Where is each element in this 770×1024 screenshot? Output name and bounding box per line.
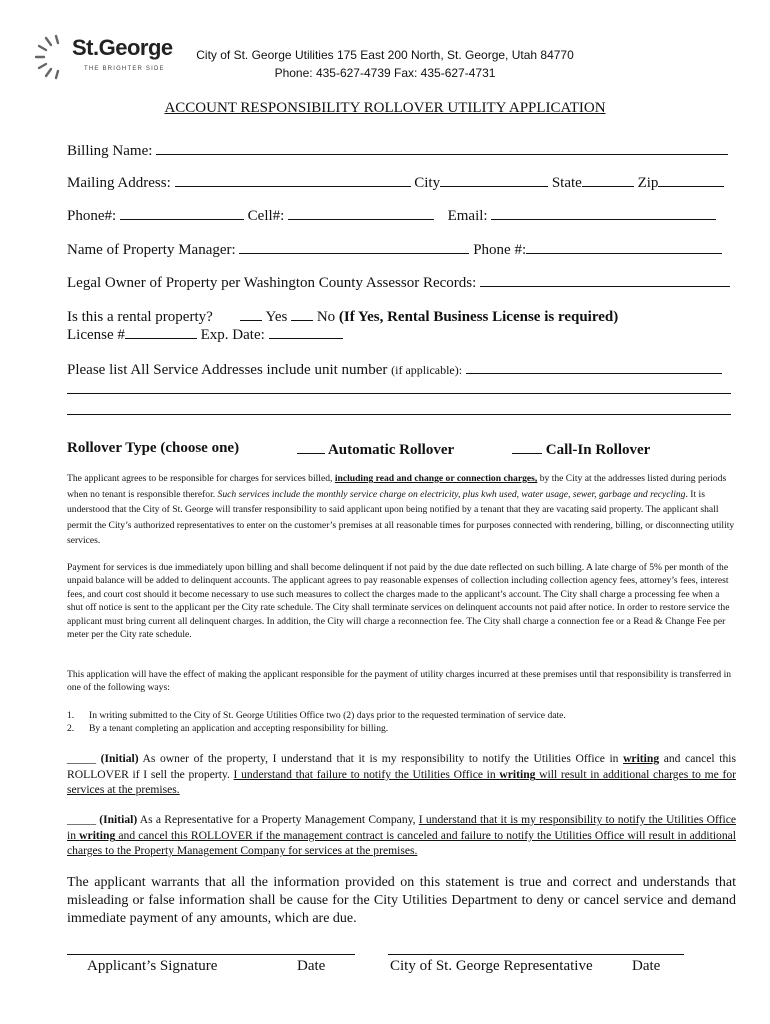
if-applicable-label: (if applicable): [391, 363, 463, 377]
initial2-writing: writing [79, 828, 116, 842]
license-field[interactable] [125, 325, 197, 339]
rollover-label: Rollover Type (choose one) [67, 440, 240, 456]
license-row [67, 325, 343, 344]
legal-owner-field[interactable] [480, 273, 730, 287]
email-label: Email: [447, 208, 488, 224]
manager-phone-field[interactable] [526, 240, 722, 254]
initial1-text-b: and cancel this ROLLOVER if I sell the property. [67, 752, 736, 781]
representative-label: City of St. George Representative [390, 958, 593, 974]
p1-text-e: . It is understood that the City of St. George will transfer responsibility to said applicant upon being notified by a tenant that they are vacating said property. The applicant shall permit the City’s authorized representatives to enter on the customer’s premises at all reasonable times for purposes connected with rendering, billing, or disconnecting utility services. [67, 488, 735, 547]
mailing-address-label: Mailing Address: [67, 175, 171, 191]
transfer-list [67, 709, 736, 736]
mailing-address-row [67, 173, 724, 192]
page-title: ACCOUNT RESPONSIBILITY ROLLOVER UTILITY APPLICATION [164, 100, 606, 116]
state-label: State [551, 175, 582, 191]
header-address: City of St. George Utilities 175 East 200 North, St. George, Utah 84770 [196, 48, 574, 62]
exp-date-field[interactable] [269, 325, 343, 339]
legal-owner-row [67, 273, 730, 292]
billing-name-row [67, 141, 728, 160]
property-manager-label: Name of Property Manager: [67, 242, 236, 258]
logo-name: St.George [72, 35, 173, 60]
list-item-text: In writing submitted to the City of St. George Utilities Office two (2) days prior to the requested termination of service date. [89, 710, 566, 721]
applicant-signature-label: Applicant’s Signature [87, 958, 218, 974]
phone-field[interactable] [120, 206, 244, 220]
state-field[interactable] [582, 173, 634, 187]
responsibility-paragraph [67, 471, 736, 549]
p1-text-c: by the City at the addresses listed during periods when no tenant is responsible therefor. [67, 473, 727, 500]
payment-paragraph: Payment for services is due immediately upon billing and shall become delinquent if not paid by the due date reflected on such billing. A late charge of 5% per month of the unpaid balance will be added to delinquent accounts. The applicant agrees to pay reasonable expenses of collection including collection agency fees, attorney’s fees, interest fees, and court cost should it become necessary to use such measures to collect the charges made to the applicant’s account. The City shall charge a processing fee when a shut off notice is sent to the applicant per the City rate schedule. The City shall terminate services on delinquent accounts not paid after notice. In order to restore service the applicant must bring current all delinquent charges. In addition, the City will charge a reconnection fee. The City shall charge a connection fee or a Read & Change Fee per meter per the City rate schedule. [67, 562, 730, 641]
p1-text-a: The applicant agrees to be responsible for charges for services billed, [67, 473, 335, 484]
rental-yes-blank[interactable] [240, 307, 262, 321]
list-item-number: 2. [67, 723, 75, 735]
initial1-text-c: I understand that failure to notify the Utilities Office in [233, 767, 500, 781]
callin-rollover-blank[interactable] [512, 440, 542, 454]
automatic-rollover-blank[interactable] [297, 440, 325, 454]
rental-question: Is this a rental property? [67, 309, 213, 325]
service-address-field-3[interactable] [67, 414, 731, 415]
cell-field[interactable] [288, 206, 434, 220]
manager-phone-label: Phone #: [473, 242, 527, 258]
email-field[interactable] [491, 206, 716, 220]
billing-name-label: Billing Name: [67, 143, 153, 159]
rental-row [67, 307, 618, 326]
owner-initial-paragraph [67, 751, 736, 798]
manager-initial-blank[interactable]: _____ [67, 813, 96, 826]
representative-date-label: Date [632, 958, 661, 974]
initial1-text-d: will result in additional charges to me for services at the premises. [67, 767, 736, 797]
initial1-writing: writing [623, 752, 660, 765]
phone-label: Phone#: [67, 208, 117, 224]
service-address-field-1[interactable] [466, 360, 722, 374]
applicant-signature-line[interactable] [67, 954, 355, 955]
sunburst-icon [34, 30, 72, 86]
initial1-text-a: As owner of the property, I understand that it is my responsibility to notify the Utilities Office in [138, 752, 624, 765]
cell-label: Cell#: [247, 208, 285, 224]
mailing-address-field[interactable] [175, 173, 411, 187]
owner-initial-blank[interactable]: _____ [67, 752, 96, 765]
logo-tagline: THE BRIGHTER SIDE [84, 66, 165, 72]
automatic-rollover-label: Automatic Rollover [327, 442, 455, 458]
warranty-paragraph: The applicant warrants that all the information provided on this statement is true and correct and understands that misleading or false information shall be cause for the City Utilities Department to deny or cancel service and demand immediate payment of any amounts, which are due. [67, 875, 736, 926]
initial2-text-a: As a Representative for a Property Management Company, [137, 813, 419, 826]
exp-date-label: Exp. Date: [200, 327, 265, 343]
city-field[interactable] [440, 173, 548, 187]
callin-rollover-label: Call-In Rollover [545, 442, 651, 458]
manager-initial-paragraph [67, 812, 736, 859]
billing-name-field[interactable] [156, 141, 728, 155]
list-item [67, 722, 736, 735]
property-manager-field[interactable] [239, 240, 469, 254]
owner-initial-label: (Initial) [100, 752, 139, 765]
legal-owner-label: Legal Owner of Property per Washington County Assessor Records: [67, 275, 477, 291]
rental-yes-label: Yes [265, 309, 288, 325]
list-item [67, 709, 736, 722]
zip-field[interactable] [658, 173, 724, 187]
representative-signature-line[interactable] [388, 954, 684, 955]
automatic-rollover-option[interactable] [297, 440, 454, 459]
contact-row [67, 206, 716, 225]
callin-rollover-option[interactable] [512, 440, 650, 459]
zip-label: Zip [637, 175, 659, 191]
list-item-text: By a tenant completing an application and accepting responsibility for billing. [89, 723, 389, 735]
rental-note: (If Yes, Rental Business License is required) [338, 309, 619, 325]
service-addresses-label: Please list All Service Addresses include unit number [67, 362, 388, 378]
rental-no-blank[interactable] [291, 307, 313, 321]
property-manager-row [67, 240, 722, 259]
p1-text-b: including read and change or connection charges, [334, 473, 538, 484]
rental-no-label: No [316, 309, 336, 325]
service-addresses-row [67, 360, 722, 379]
initial1-writing2: writing [499, 767, 536, 781]
p1-text-d: Such services include the monthly service charge on electricity, plus kwh used, water usage, sewer, garbage and recycling [217, 488, 686, 500]
effect-paragraph: This application will have the effect of making the applicant responsible for the payment of utility charges incurred at these premises until that responsibility is transferred in one of the following ways: [67, 669, 732, 694]
header-phone: Phone: 435-627-4739 Fax: 435-627-4731 [274, 66, 496, 80]
city-logo [34, 30, 174, 86]
city-label: City [414, 175, 441, 191]
license-label: License # [67, 327, 125, 343]
applicant-date-label: Date [297, 958, 326, 974]
list-item-number: 1. [67, 710, 75, 721]
manager-initial-label: (Initial) [99, 813, 138, 826]
service-address-field-2[interactable] [67, 393, 731, 394]
initial2-text-c: and cancel this ROLLOVER if the management contract is canceled and failure to notify the Utilities Office will result in additional charges to the Property Management Company for services at the premises. [67, 828, 736, 858]
initial2-text-b: I understand that it is my responsibility to notify the Utilities Office in [67, 813, 736, 842]
